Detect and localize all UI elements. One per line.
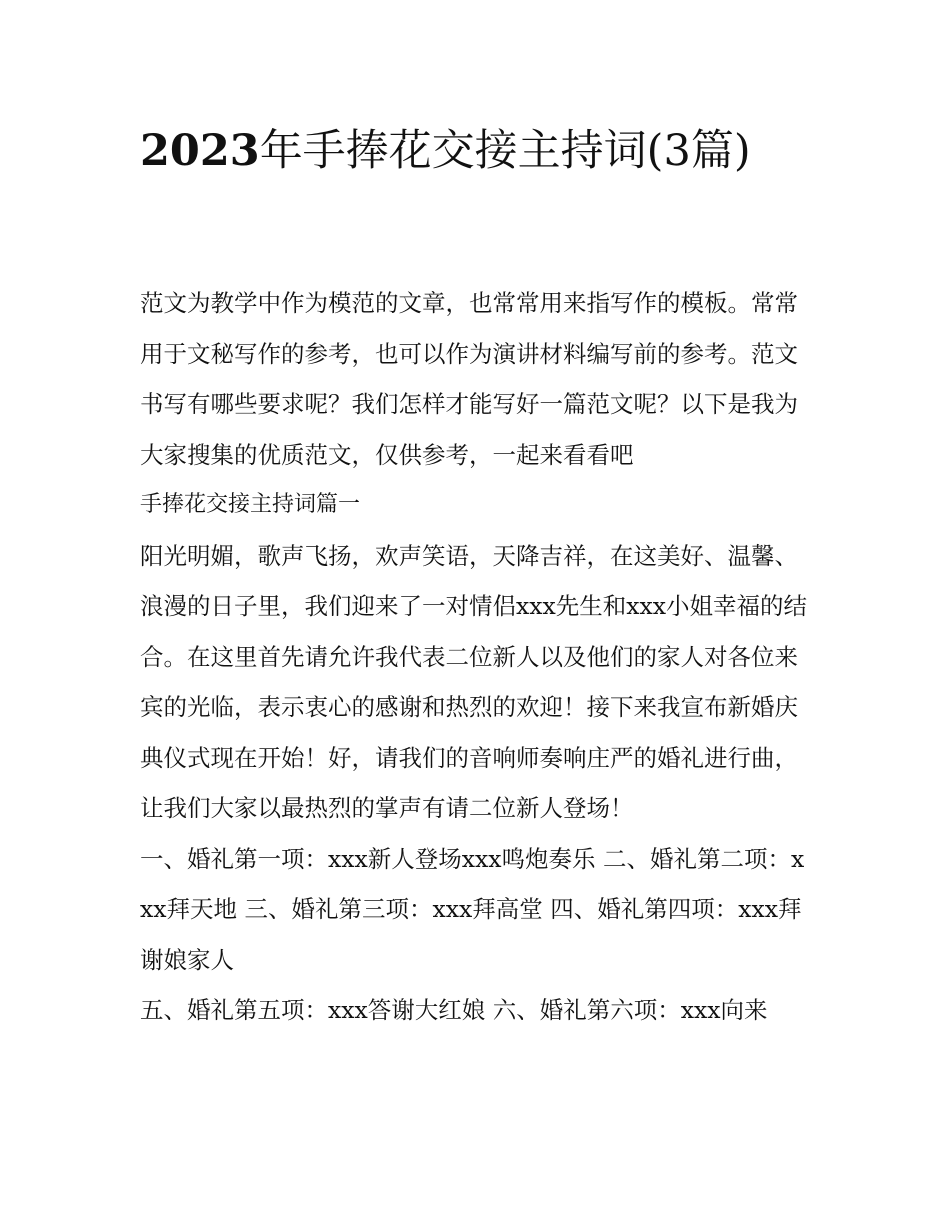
section-heading: 手捧花交接主持词篇一 [140, 492, 361, 517]
document-title [140, 118, 812, 184]
title-year: 2023 [140, 126, 260, 176]
paragraph-ceremony-items: 一、婚礼第一项：xxx新人登场xxx鸣炮奏乐 二、婚礼第二项：xxx拜天地 三、婚礼第三项：xxx拜高堂 四、婚礼第四项：xxx拜谢娘家人 [140, 844, 805, 974]
document-body [140, 278, 812, 1036]
paragraph-ceremony-items-continued: 五、婚礼第五项：xxx答谢大红娘 六、婚礼第六项：xxx向来 [140, 996, 768, 1024]
title-text: 年手捧花交接主持词(3篇) [259, 126, 751, 176]
intro-paragraph: 范文为教学中作为模范的文章，也常常用来指写作的模板。常常用于文秘写作的参考，也可以作为演讲材料编写前的参考。范文书写有哪些要求呢？我们怎样才能写好一篇范文呢？以下是我为大家搜集的优质范文，仅供参考，一起来看看吧 [140, 289, 798, 469]
paragraph-opening: 阳光明媚，歌声飞扬，欢声笑语，天降吉祥，在这美好、温馨、浪漫的日子里，我们迎来了一对情侣xxx先生和xxx小姐幸福的结合。在这里首先请允许我代表二位新人以及他们的家人对各位来宾的光临，表示衷心的感谢和热烈的欢迎！接下来我宣布新婚庆典仪式现在开始！好，请我们的音响师奏响庄严的婚礼进行曲，让我们大家以最热烈的掌声有请二位新人登场！ [140, 541, 808, 822]
document-page [140, 0, 812, 1229]
